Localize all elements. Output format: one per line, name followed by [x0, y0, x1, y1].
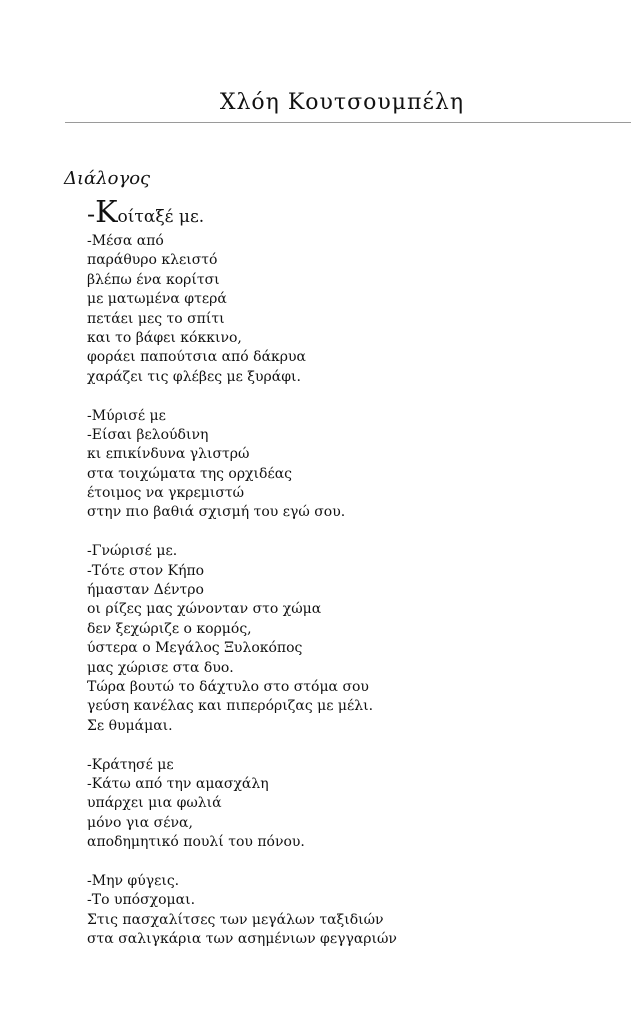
poem-line: βλέπω ένα κορίτσι: [87, 271, 220, 288]
poem-line: -Κάτω από την αμασχάλη: [87, 775, 269, 792]
stanza-gap: [87, 736, 627, 755]
poem-line: -Μύρισέ με: [87, 407, 166, 424]
poem-line: χαράζει τις φλέβες με ξυράφι.: [87, 368, 301, 385]
poem-line: πετάει μες το σπίτι: [87, 310, 225, 327]
poem-line: -Μέσα από: [87, 233, 164, 249]
poem-line: -Είσαι βελούδινη: [87, 426, 209, 443]
poem-line: -Κράτησέ με: [87, 756, 174, 773]
poem-line: φοράει παπούτσια από δάκρυα: [87, 349, 306, 366]
stanza: [87, 407, 627, 523]
poem-first-line: [87, 195, 627, 232]
stanza-gap: [87, 853, 627, 872]
poem-line: Σε θυμάμαι.: [87, 717, 173, 734]
poem-body: [87, 195, 627, 949]
stanza-gap: [87, 387, 627, 406]
poem-line: στα σαλιγκάρια των ασημένιων φεγγαριών: [87, 931, 397, 948]
stanza-gap: [87, 523, 627, 542]
poem-line: -Το υπόσχομαι.: [87, 892, 196, 909]
poem-title: Διάλογος: [64, 168, 151, 189]
poem-line: στα τοιχώματα της ορχιδέας: [87, 465, 293, 482]
drop-cap: Κ: [95, 195, 118, 230]
poem-line: υπάρχει μια φωλιά: [87, 795, 222, 812]
stanza: [87, 756, 627, 853]
stanza: [87, 232, 627, 387]
poem-line: παράθυρο κλειστό: [87, 252, 218, 269]
poem-stanzas: [87, 232, 627, 949]
poem-line: γεύση κανέλας και πιπερόριζας με μέλι.: [87, 698, 374, 715]
poem-line: με ματωμένα φτερά: [87, 291, 227, 308]
poem-line: και το βάφει κόκκινο,: [87, 329, 242, 346]
poem-line: ύστερα ο Μεγάλος Ξυλοκόπος: [87, 640, 303, 657]
poem-line: ήμασταν Δέντρο: [87, 582, 204, 599]
author-name: Χλόη Κουτσουμπέλη: [219, 90, 464, 115]
poem-line: οι ρίζες μας χώνονταν στο χώμα: [87, 601, 322, 618]
poem-line: στην πιο βαθιά σχισμή του εγώ σου.: [87, 504, 346, 521]
poem-line: μας χώρισε στα δυο.: [87, 659, 234, 676]
first-line-dash: -: [87, 200, 96, 228]
poem-line: -Γνώρισέ με.: [87, 543, 178, 560]
poem-line: -Μην φύγεις.: [87, 872, 180, 889]
poem-line: Τώρα βουτώ το δάχτυλο στο στόμα σου: [87, 678, 369, 695]
poem-line: κι επικίνδυνα γλιστρώ: [87, 446, 250, 463]
poem-line: δεν ξεχώριζε ο κορμός,: [87, 620, 252, 637]
first-line-text: οίταξέ με.: [117, 207, 205, 227]
poem-line: αποδημητικό πουλί του πόνου.: [87, 834, 305, 851]
stanza: [87, 542, 627, 736]
poem-line: Στις πασχαλίτσες των μεγάλων ταξιδιών: [87, 911, 384, 928]
poem-line: μόνο για σένα,: [87, 814, 193, 831]
poem-line: έτοιμος να γκρεμιστώ: [87, 485, 245, 502]
stanza: [87, 872, 627, 950]
header-rule: [65, 122, 631, 123]
poem-line: -Τότε στον Κήπο: [87, 562, 205, 579]
